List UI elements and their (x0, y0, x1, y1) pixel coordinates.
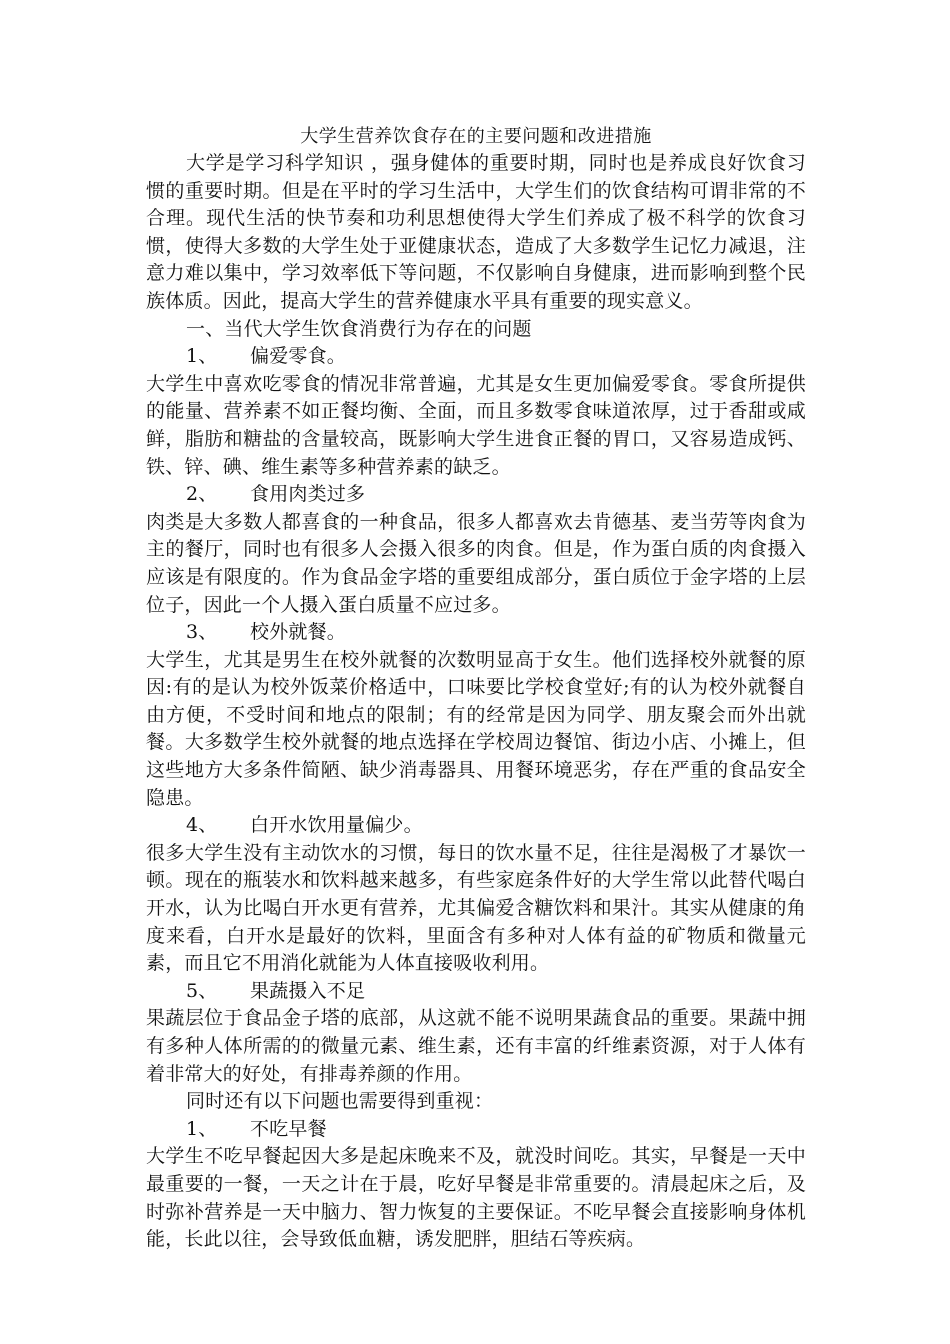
item-heading-3 (146, 619, 806, 647)
item-title: 不吃早餐 (250, 1117, 327, 1140)
item-heading-2 (146, 481, 806, 509)
extra-item-heading-1 (146, 1116, 806, 1144)
item-heading-4 (146, 812, 806, 840)
item-number: 5、 (186, 979, 218, 1002)
item-title: 白开水饮用量偏少。 (250, 814, 423, 837)
also-heading: 同时还有以下问题也需要得到重视： (186, 1090, 494, 1113)
document-title: 大学生营养饮食存在的主要问题和改进措施 (300, 126, 652, 147)
item-heading-5 (146, 978, 806, 1006)
extra-item-body-1: 大学生不吃早餐起因大多是起床晚来不及，就没时间吃。其实，早餐是一天中最重要的一餐，一天之计在于晨，吃好早餐是非常重要的。清晨起床之后，及时弥补营养是一天中脑力、智力恢复的主要保证。不吃早餐会直接影响身体机能，长此以往，会导致低血糖，诱发肥胖，胆结石等疾病。 (146, 1145, 806, 1251)
item-body-1: 大学生中喜欢吃零食的情况非常普遍，尤其是女生更加偏爱零食。零食所提供的能量、营养素不如正餐均衡、全面，而且多数零食味道浓厚，过于香甜或咸鲜，脂肪和糖盐的含量较高，既影响大学生进食正餐的胃口，又容易造成钙、铁、锌、碘、维生素等多种营养素的缺乏。 (146, 372, 806, 478)
item-number: 2、 (186, 483, 218, 506)
intro-paragraph: 大学是学习科学知识 ，强身健体的重要时期，同时也是养成良好饮食习惯的重要时期。但是在平时的学习生活中，大学生们的饮食结构可谓非常的不合理。现代生活的快节奏和功利思想使得大学生们养成了极不科学的饮食习惯，使得大多数的大学生处于亚健康状态，造成了大多数学生记忆力减退，注意力难以集中，学习效率低下等问题，不仅影响自身健康，进而影响到整个民族体质。因此，提高大学生的营养健康水平具有重要的现实意义。 (146, 152, 806, 312)
item-body-5: 果蔬层位于食品金子塔的底部，从这就不能不说明果蔬食品的重要。果蔬中拥有多种人体所需的的微量元素、维生素，还有丰富的纤维素资源，对于人体有着非常大的好处，有排毒养颜的作用。 (146, 1007, 806, 1085)
section-heading: 一、当代大学生饮食消费行为存在的问题 (186, 317, 532, 340)
item-number: 1、 (186, 1117, 218, 1140)
item-title: 果蔬摄入不足 (250, 979, 366, 1002)
item-heading-1 (146, 343, 806, 371)
item-body-3: 大学生，尤其是男生在校外就餐的次数明显高于女生。他们选择校外就餐的原因:有的是认为校外饭菜价格适中，口味要比学校食堂好;有的认为校外就餐自由方便，不受时间和地点的限制；有的经常是因为同学、朋友聚会而外出就餐。大多数学生校外就餐的地点选择在学校周边餐馆、街边小店、小摊上，但这些地方大多条件简陋、缺少消毒器具、用餐环境恶劣，存在严重的食品安全隐患。 (146, 648, 806, 809)
item-title: 偏爱零食。 (250, 345, 347, 368)
document-page (146, 124, 806, 1254)
item-number: 1、 (186, 345, 218, 368)
item-number: 3、 (186, 621, 218, 644)
item-body-2: 肉类是大多数人都喜食的一种食品，很多人都喜欢去肯德基、麦当劳等肉食为主的餐厅，同时也有很多人会摄入很多的肉食。但是，作为蛋白质的肉食摄入应该是有限度的。作为食品金字塔的重要组成部分，蛋白质位于金字塔的上层位子，因此一个人摄入蛋白质量不应过多。 (146, 510, 806, 616)
item-title: 校外就餐。 (250, 621, 347, 644)
item-body-4: 很多大学生没有主动饮水的习惯，每日的饮水量不足，往往是渴极了才暴饮一顿。现在的瓶装水和饮料越来越多，有些家庭条件好的大学生常以此替代喝白开水，认为比喝白开水更有营养，尤其偏爱含糖饮料和果汁。其实从健康的角度来看，白开水是最好的饮料，里面含有多种对人体有益的矿物质和微量元素，而且它不用消化就能为人体直接吸收利用。 (146, 841, 806, 975)
item-title: 食用肉类过多 (250, 483, 366, 506)
item-number: 4、 (186, 814, 218, 837)
